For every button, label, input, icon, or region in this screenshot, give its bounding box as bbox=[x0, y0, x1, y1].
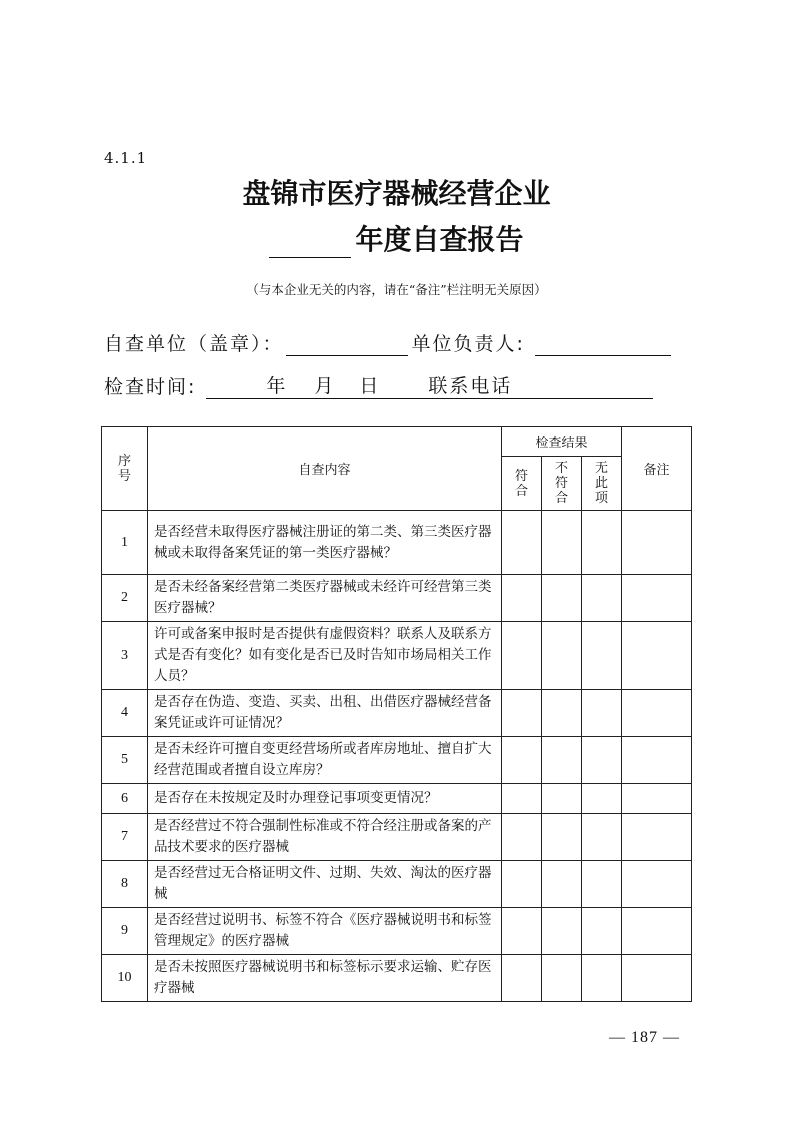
table-row bbox=[102, 575, 692, 622]
nomatch-cell[interactable] bbox=[542, 690, 582, 737]
none-cell[interactable] bbox=[582, 622, 622, 690]
match-cell[interactable] bbox=[502, 690, 542, 737]
none-cell[interactable] bbox=[582, 814, 622, 861]
time-phone-field[interactable] bbox=[206, 375, 653, 399]
page-number: — 187 — bbox=[609, 1029, 680, 1046]
row-content: 是否经营过不符合强制性标准或不符合经注册或备案的产品技术要求的医疗器械 bbox=[148, 814, 502, 861]
nomatch-cell[interactable] bbox=[542, 955, 582, 1002]
row-number: 5 bbox=[102, 737, 148, 784]
remark-cell[interactable] bbox=[622, 861, 692, 908]
match-cell[interactable] bbox=[502, 814, 542, 861]
none-cell[interactable] bbox=[582, 511, 622, 575]
row-number: 4 bbox=[102, 690, 148, 737]
unit-field[interactable] bbox=[286, 335, 408, 356]
match-cell[interactable] bbox=[502, 737, 542, 784]
table-row bbox=[102, 622, 692, 690]
none-cell[interactable] bbox=[582, 737, 622, 784]
none-cell[interactable] bbox=[582, 784, 622, 814]
row-content: 许可或备案申报时是否提供有虚假资料？联系人及联系方式是否有变化？如有变化是否已及时告知市场局相关工作人员？ bbox=[148, 622, 502, 690]
none-cell[interactable] bbox=[582, 575, 622, 622]
time-row bbox=[104, 372, 653, 399]
table-row bbox=[102, 955, 692, 1002]
table-row bbox=[102, 814, 692, 861]
subtitle-text: 年度自查报告 bbox=[355, 223, 524, 256]
remark-cell[interactable] bbox=[622, 737, 692, 784]
row-number: 6 bbox=[102, 784, 148, 814]
remark-cell[interactable] bbox=[622, 814, 692, 861]
remark-cell[interactable] bbox=[622, 622, 692, 690]
nomatch-cell[interactable] bbox=[542, 622, 582, 690]
year-blank[interactable] bbox=[269, 229, 351, 258]
table-row bbox=[102, 511, 692, 575]
phone-label: 联系电话 bbox=[428, 375, 513, 397]
table-row bbox=[102, 737, 692, 784]
match-cell[interactable] bbox=[502, 784, 542, 814]
remark-cell[interactable] bbox=[622, 690, 692, 737]
row-content: 是否存在伪造、变造、买卖、出租、出借医疗器械经营备案凭证或许可证情况？ bbox=[148, 690, 502, 737]
col-nomatch-header: 不符合 bbox=[542, 457, 582, 511]
nomatch-cell[interactable] bbox=[542, 784, 582, 814]
row-number: 8 bbox=[102, 861, 148, 908]
table-body bbox=[102, 511, 692, 1002]
nomatch-cell[interactable] bbox=[542, 908, 582, 955]
day-label: 日 bbox=[359, 375, 381, 397]
col-remark-header: 备注 bbox=[622, 427, 692, 511]
row-number: 10 bbox=[102, 955, 148, 1002]
row-number: 7 bbox=[102, 814, 148, 861]
year-label: 年 bbox=[266, 375, 288, 397]
row-content: 是否经营未取得医疗器械注册证的第二类、第三类医疗器械或未取得备案凭证的第一类医疗器械？ bbox=[148, 511, 502, 575]
match-cell[interactable] bbox=[502, 908, 542, 955]
remark-cell[interactable] bbox=[622, 511, 692, 575]
self-check-table bbox=[101, 426, 692, 1002]
table-row bbox=[102, 690, 692, 737]
row-number: 3 bbox=[102, 622, 148, 690]
responsible-field[interactable] bbox=[535, 335, 671, 356]
none-cell[interactable] bbox=[582, 908, 622, 955]
table-row bbox=[102, 784, 692, 814]
match-cell[interactable] bbox=[502, 511, 542, 575]
remark-cell[interactable] bbox=[622, 955, 692, 1002]
unit-label: 自查单位（盖章）： bbox=[104, 333, 284, 355]
match-cell[interactable] bbox=[502, 575, 542, 622]
nomatch-cell[interactable] bbox=[542, 861, 582, 908]
instruction-note: （与本企业无关的内容，请在“备注”栏注明无关原因） bbox=[246, 282, 547, 297]
row-number: 1 bbox=[102, 511, 148, 575]
row-content: 是否经营过无合格证明文件、过期、失效、淘汰的医疗器械 bbox=[148, 861, 502, 908]
match-cell[interactable] bbox=[502, 622, 542, 690]
col-content-header: 自查内容 bbox=[148, 427, 502, 511]
table-row bbox=[102, 861, 692, 908]
nomatch-cell[interactable] bbox=[542, 511, 582, 575]
col-result-header: 检查结果 bbox=[502, 427, 622, 457]
row-content: 是否未经许可擅自变更经营场所或者库房地址、擅自扩大经营范围或者擅自设立库房？ bbox=[148, 737, 502, 784]
remark-cell[interactable] bbox=[622, 784, 692, 814]
none-cell[interactable] bbox=[582, 955, 622, 1002]
nomatch-cell[interactable] bbox=[542, 575, 582, 622]
month-label: 月 bbox=[314, 375, 336, 397]
document-title: 盘锦市医疗器械经营企业 bbox=[242, 177, 551, 210]
row-content: 是否未按照医疗器械说明书和标签标示要求运输、贮存医疗器械 bbox=[148, 955, 502, 1002]
nomatch-cell[interactable] bbox=[542, 737, 582, 784]
remark-cell[interactable] bbox=[622, 908, 692, 955]
nomatch-cell[interactable] bbox=[542, 814, 582, 861]
col-match-header: 符合 bbox=[502, 457, 542, 511]
document-subtitle bbox=[0, 218, 793, 258]
match-cell[interactable] bbox=[502, 861, 542, 908]
responsible-label: 单位负责人: bbox=[411, 333, 525, 355]
col-none-header: 无此项 bbox=[582, 457, 622, 511]
row-content: 是否经营过说明书、标签不符合《医疗器械说明书和标签管理规定》的医疗器械 bbox=[148, 908, 502, 955]
remark-cell[interactable] bbox=[622, 575, 692, 622]
unit-row bbox=[104, 329, 671, 356]
col-seq-header: 序号 bbox=[102, 427, 148, 511]
time-label: 检查时间: bbox=[104, 376, 197, 398]
match-cell[interactable] bbox=[502, 955, 542, 1002]
none-cell[interactable] bbox=[582, 690, 622, 737]
row-number: 2 bbox=[102, 575, 148, 622]
row-content: 是否未经备案经营第二类医疗器械或未经许可经营第三类医疗器械？ bbox=[148, 575, 502, 622]
section-number: 4.1.1 bbox=[104, 149, 148, 167]
none-cell[interactable] bbox=[582, 861, 622, 908]
row-content: 是否存在未按规定及时办理登记事项变更情况？ bbox=[148, 784, 502, 814]
row-number: 9 bbox=[102, 908, 148, 955]
table-row bbox=[102, 908, 692, 955]
